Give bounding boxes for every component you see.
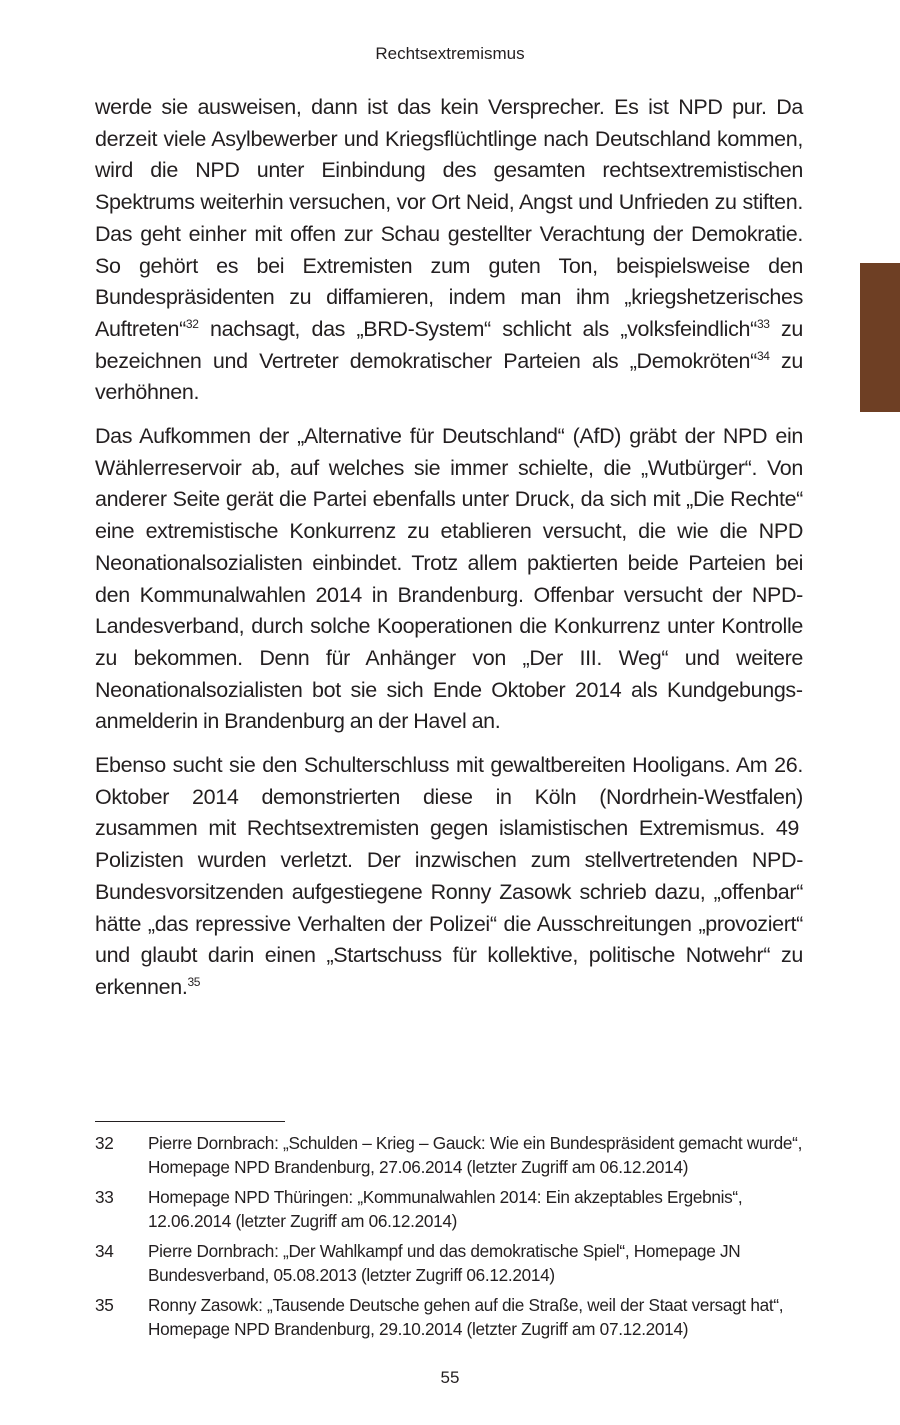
- paragraph-1: [95, 92, 803, 409]
- footnotes: [95, 1131, 805, 1347]
- footnote-number: 35: [95, 1295, 114, 1315]
- chapter-tab-marker: [860, 263, 900, 412]
- paragraph-text: Ebenso sucht sie den Schulterschluss mit gewaltbereiten Hooligans. Am 26. Oktober 2014 demonstrierten diese in Köln (Nordrhein-Westfalen) zusammen mit Rechtsextremisten gegen islamistischen Extremismus. 49 Polizisten wurden verletzt. Der inzwischen zum stellvertretenden NPD-Bundesvorsitzenden aufgestiegene Ronny Zasowk schrieb dazu, „offenbar“ hätte „das repressive Verhalten der Polizei“ die Ausschreitungen „provoziert“ und glaubt darin einen „Startschuss für kollektive, politische Notwehr“ zu erkennen.: [95, 753, 803, 999]
- body-text: [95, 92, 803, 1016]
- footnote-reference-34[interactable]: 34: [756, 348, 770, 363]
- footnote-reference-32[interactable]: 32: [185, 316, 199, 331]
- footnote-text: Pierre Dornbrach: „Der Wahlkampf und das demokratische Spiel“, Homepage JN Bundesverband, 05.08.2013 (letzter Zugriff 06.12.2014): [148, 1241, 741, 1285]
- footnote-number: 34: [95, 1241, 114, 1261]
- footnote-reference-33[interactable]: 33: [756, 316, 770, 331]
- footnote-text: Pierre Dornbrach: „Schulden – Krieg – Gauck: Wie ein Bundespräsident gemacht wurde“, Homepage NPD Brandenburg, 27.06.2014 (letzter Zugriff am 06.12.2014): [148, 1133, 803, 1177]
- paragraph-3: [95, 750, 803, 1004]
- footnote-text: Ronny Zasowk: „Tausende Deutsche gehen auf die Straße, weil der Staat versagt hat“, Homepage NPD Brandenburg, 29.10.2014 (letzter Zugriff am 07.12.2014): [148, 1295, 784, 1339]
- page-number: 55: [440, 1368, 460, 1387]
- paragraph-text: werde sie ausweisen, dann ist das kein Versprecher. Es ist NPD pur. Da derzeit viele Asylbewerber und Kriegsflüchtlinge nach Deutschland kommen, wird die NPD unter Einbindung des gesamten rechtsextremistischen Spektrums weiterhin versuchen, vor Ort Neid, Angst und Unfrieden zu stiften. Das geht einher mit offen zur Schau gestellter Verachtung der Demokratie. So gehört es bei Extremisten zum guten Ton, beispielsweise den Bundespräsidenten zu diffamieren, indem man ihm „kriegshetzerisches Auftreten“: [95, 95, 803, 341]
- footnote-35: [95, 1293, 805, 1341]
- paragraph-2: Das Aufkommen der „Alternative für Deutschland“ (AfD) gräbt der NPD ein Wählerreservoir ab, auf welches sie immer schielte, die „Wutbürger“. Von anderer Seite gerät die Partei ebenfalls unter Druck, da sich mit „Die Rechte“ eine extremistische Konkurrenz zu etablieren versucht, die wie die NPD Neonationalsozialisten einbindet. Trotz allem paktierten beide Parteien bei den Kommunalwahlen 2014 in Brandenburg. Offenbar versucht der NPD-Landesverband, durch solche Kooperationen die Konkurrenz unter Kontrolle zu bekommen. Denn für Anhänger von „Der III. Weg“ und weitere Neonationalsozialisten bot sie sich Ende Oktober 2014 als Kundgebungsanmelderin in Brandenburg an der Havel an.: [95, 424, 803, 734]
- paragraph-text: nachsagt, das „BRD-System“ schlicht als „volksfeindlich“: [198, 316, 757, 341]
- paragraph-text: zu verhöhnen.: [95, 348, 803, 405]
- footnote-number: 32: [95, 1133, 114, 1153]
- footnote-32: [95, 1131, 805, 1179]
- footnote-reference-35[interactable]: 35: [187, 974, 201, 989]
- paragraph-text: zu bezeichnen und Vertreter demokratischer Parteien als „Demokröten“: [95, 316, 803, 373]
- footnote-33: [95, 1185, 805, 1233]
- footnote-separator: [95, 1121, 285, 1122]
- footnote-number: 33: [95, 1187, 114, 1207]
- footnote-34: [95, 1239, 805, 1287]
- footnote-text: Homepage NPD Thüringen: „Kommunalwahlen 2014: Ein akzeptables Ergebnis“, 12.06.2014 (letzter Zugriff am 06.12.2014): [148, 1187, 743, 1231]
- running-head: Rechtsextremismus: [375, 44, 525, 63]
